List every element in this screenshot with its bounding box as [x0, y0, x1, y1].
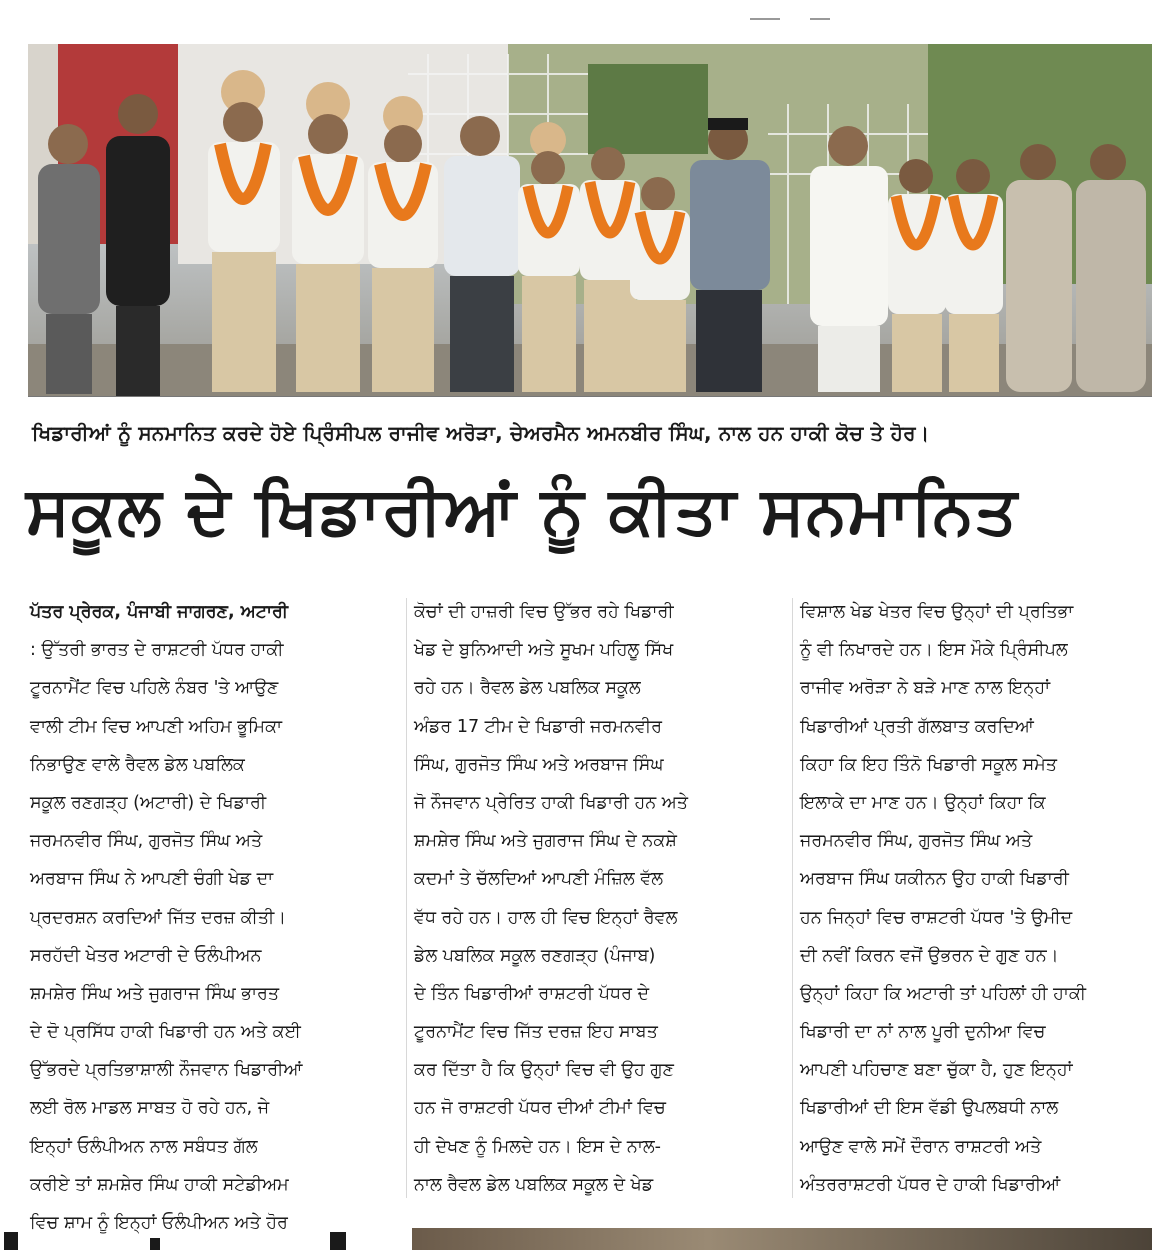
body-line: ਨਿਭਾਉਣ ਵਾਲੇ ਰੈਵਲ ਡੇਲ ਪਬਲਿਕ — [30, 754, 245, 775]
body-line: ਵਿਸ਼ਾਲ ਖੇਡ ਖੇਤਰ ਵਿਚ ਉਨ੍ਹਾਂ ਦੀ ਪ੍ਰਤਿਭਾ — [800, 602, 1074, 622]
body-line: ਟੂਰਨਾਮੈਂਟ ਵਿਚ ਜਿੱਤ ਦਰਜ਼ ਇਹ ਸਾਬਤ — [414, 1022, 658, 1043]
news-photo — [28, 44, 1152, 397]
body-line: ਦੇ ਤਿੰਨ ਖਿਡਾਰੀਆਂ ਰਾਸ਼ਟਰੀ ਪੱਧਰ ਦੇ — [414, 983, 650, 1004]
article-column-1 — [30, 593, 382, 1233]
body-line: ਕਰ ਦਿੱਤਾ ਹੈ ਕਿ ਉਨ੍ਹਾਂ ਵਿਚ ਵੀ ਉਹ ਗੁਣ — [414, 1060, 674, 1081]
body-line: ਡੇਲ ਪਬਲਿਕ ਸਕੂਲ ਰਣਗੜ੍ਹ (ਪੰਜਾਬ) — [414, 945, 656, 966]
body-line: ਵਿਚ ਸ਼ਾਮ ਨੂੰ ਇਨ੍ਹਾਂ ਓਲੰਪੀਅਨ ਅਤੇ ਹੋਰ — [30, 1213, 288, 1233]
byline: ਪੱਤਰ ਪ੍ਰੇਰਕ, ਪੰਜਾਬੀ ਜਾਗਰਣ, ਅਟਾਰੀ — [30, 602, 289, 622]
photo-caption: ਖਿਡਾਰੀਆਂ ਨੂੰ ਸਨਮਾਨਿਤ ਕਰਦੇ ਹੋਏ ਪ੍ਰਿੰਸੀਪਲ ਰਾਜੀਵ ਅਰੋੜਾ, ਚੇਅਰਮੈਨ ਅਮਨਬੀਰ ਸਿੰਘ, ਨਾਲ ਹਨ ਹਾਕੀ ਕੋਚ ਤੇ ਹੋਰ। — [32, 421, 930, 445]
body-line: ਹਨ ਜੋ ਰਾਸ਼ਟਰੀ ਪੱਧਰ ਦੀਆਂ ਟੀਮਾਂ ਵਿਚ — [414, 1098, 666, 1119]
body-line: ਆਪਣੀ ਪਹਿਚਾਣ ਬਣਾ ਚੁੱਕਾ ਹੈ, ਹੁਣ ਇਨ੍ਹਾਂ — [800, 1060, 1073, 1081]
body-line: ਰਹੇ ਹਨ। ਰੈਵਲ ਡੇਲ ਪਬਲਿਕ ਸਕੂਲ — [414, 678, 641, 699]
body-line: ਇਲਾਕੇ ਦਾ ਮਾਣ ਹਨ। ਉਨ੍ਹਾਂ ਕਿਹਾ ਕਿ — [800, 792, 1046, 813]
body-line: ਹੀ ਦੇਖਣ ਨੂੰ ਮਿਲਦੇ ਹਨ। ਇਸ ਦੇ ਨਾਲ- — [414, 1136, 661, 1157]
body-line: ਕਰੀਏ ਤਾਂ ਸ਼ਮਸ਼ੇਰ ਸਿੰਘ ਹਾਕੀ ਸਟੇਡੀਅਮ — [30, 1174, 289, 1195]
body-line: ਹਨ ਜਿਨ੍ਹਾਂ ਵਿਚ ਰਾਸ਼ਟਰੀ ਪੱਧਰ 'ਤੇ ਉਮੀਦ — [800, 907, 1073, 928]
article-column-2 — [414, 593, 766, 1203]
body-line: ਉੱਭਰਦੇ ਪ੍ਰਤਿਭਾਸ਼ਾਲੀ ਨੌਜਵਾਨ ਖਿਡਾਰੀਆਂ — [30, 1060, 303, 1081]
column-divider — [406, 598, 407, 1198]
body-line: ਸਕੂਲ ਰਣਗੜ੍ਹ (ਅਟਾਰੀ) ਦੇ ਖਿਡਾਰੀ — [30, 792, 267, 813]
body-line: ਖਿਡਾਰੀਆਂ ਦੀ ਇਸ ਵੱਡੀ ਉਪਲਬਧੀ ਨਾਲ — [800, 1098, 1059, 1119]
body-line: ਟੂਰਨਾਮੈਂਟ ਵਿਚ ਪਹਿਲੇ ਨੰਬਰ 'ਤੇ ਆਉਣ — [30, 678, 279, 699]
body-line: ਨਾਲ ਰੈਵਲ ਡੇਲ ਪਬਲਿਕ ਸਕੂਲ ਦੇ ਖੇਡ — [414, 1174, 654, 1195]
photo-icon — [28, 44, 1152, 396]
body-line: ਨੂੰ ਵੀ ਨਿਖਾਰਦੇ ਹਨ। ਇਸ ਮੌਕੇ ਪ੍ਰਿੰਸੀਪਲ — [800, 640, 1068, 661]
body-line: ਕੋਚਾਂ ਦੀ ਹਾਜ਼ਰੀ ਵਿਚ ਉੱਭਰ ਰਹੇ ਖਿਡਾਰੀ — [414, 602, 674, 622]
body-line: ਲਈ ਰੋਲ ਮਾਡਲ ਸਾਬਤ ਹੋ ਰਹੇ ਹਨ, ਜੇ — [30, 1098, 270, 1119]
body-line: ਵਾਲੀ ਟੀਮ ਵਿਚ ਆਪਣੀ ਅਹਿਮ ਭੂਮਿਕਾ — [30, 716, 283, 737]
body-line: ਸਰਹੱਦੀ ਖੇਤਰ ਅਟਾਰੀ ਦੇ ਓਲੰਪੀਅਨ — [30, 945, 262, 966]
body-line: ਸ਼ਮਸ਼ੇਰ ਸਿੰਘ ਅਤੇ ਜੁਗਰਾਜ ਸਿੰਘ ਭਾਰਤ — [30, 983, 280, 1004]
body-line: ਖੇਡ ਦੇ ਬੁਨਿਆਦੀ ਅਤੇ ਸੂਖਮ ਪਹਿਲੂ ਸਿੱਖ — [414, 640, 674, 661]
body-line: ਖਿਡਾਰੀਆਂ ਪ੍ਰਤੀ ਗੱਲਬਾਤ ਕਰਦਿਆਂ — [800, 716, 1034, 737]
body-line: ਜਰਮਨਵੀਰ ਸਿੰਘ, ਗੁਰਜੋਤ ਸਿੰਘ ਅਤੇ — [30, 831, 263, 852]
body-line: : ਉੱਤਰੀ ਭਾਰਤ ਦੇ ਰਾਸ਼ਟਰੀ ਪੱਧਰ ਹਾਕੀ — [30, 640, 284, 661]
body-line: ਦੇ ਦੋ ਪ੍ਰਸਿੱਧ ਹਾਕੀ ਖਿਡਾਰੀ ਹਨ ਅਤੇ ਕਈ — [30, 1022, 301, 1043]
body-line: ਅੰਤਰਰਾਸ਼ਟਰੀ ਪੱਧਰ ਦੇ ਹਾਕੀ ਖਿਡਾਰੀਆਂ — [800, 1174, 1061, 1195]
body-line: ਸ਼ਮਸ਼ੇਰ ਸਿੰਘ ਅਤੇ ਜੁਗਰਾਜ ਸਿੰਘ ਦੇ ਨਕਸ਼ੇ — [414, 831, 677, 852]
body-line: ਉਨ੍ਹਾਂ ਕਿਹਾ ਕਿ ਅਟਾਰੀ ਤਾਂ ਪਹਿਲਾਂ ਹੀ ਹਾਕੀ — [800, 983, 1087, 1004]
body-line: ਕਦਮਾਂ ਤੇ ਚੱਲਦਿਆਂ ਆਪਣੀ ਮੰਜ਼ਿਲ ਵੱਲ — [414, 869, 664, 890]
column-divider — [792, 598, 793, 1198]
next-article-photo-cutoff — [412, 1228, 1152, 1250]
body-line: ਸਿੰਘ, ਗੁਰਜੋਤ ਸਿੰਘ ਅਤੇ ਅਰਬਾਜ ਸਿੰਘ — [414, 754, 664, 775]
top-edge-marks — [740, 12, 860, 22]
next-article-cutoff-headline — [0, 1226, 380, 1250]
body-line: ਦੀ ਨਵੀਂ ਕਿਰਨ ਵਜੋਂ ਉਭਰਨ ਦੇ ਗੁਣ ਹਨ। — [800, 945, 1059, 966]
body-line: ਇਨ੍ਹਾਂ ਓਲੰਪੀਅਨ ਨਾਲ ਸਬੰਧਤ ਗੱਲ — [30, 1136, 258, 1157]
body-line: ਅਰਬਾਜ ਸਿੰਘ ਨੇ ਆਪਣੀ ਚੰਗੀ ਖੇਡ ਦਾ — [30, 869, 274, 890]
article-headline: ਸਕੂਲ ਦੇ ਖਿਡਾਰੀਆਂ ਨੂੰ ਕੀਤਾ ਸਨਮਾਨਿਤ — [26, 472, 1018, 549]
body-line: ਕਿਹਾ ਕਿ ਇਹ ਤਿੰਨੋ ਖਿਡਾਰੀ ਸਕੂਲ ਸਮੇਤ — [800, 754, 1058, 775]
body-line: ਜੋ ਨੌਜਵਾਨ ਪ੍ਰੇਰਿਤ ਹਾਕੀ ਖਿਡਾਰੀ ਹਨ ਅਤੇ — [414, 792, 689, 813]
body-line: ਆਉਣ ਵਾਲੇ ਸਮੇਂ ਦੌਰਾਨ ਰਾਸ਼ਟਰੀ ਅਤੇ — [800, 1136, 1042, 1157]
body-line: ਅੰਡਰ 17 ਟੀਮ ਦੇ ਖਿਡਾਰੀ ਜਰਮਨਵੀਰ — [414, 716, 662, 737]
body-line: ਖਿਡਾਰੀ ਦਾ ਨਾਂ ਨਾਲ ਪੂਰੀ ਦੁਨੀਆ ਵਿਚ — [800, 1022, 1046, 1043]
article-column-3 — [800, 593, 1152, 1203]
body-line: ਅਰਬਾਜ ਸਿੰਘ ਯਕੀਨਨ ਉਹ ਹਾਕੀ ਖਿਡਾਰੀ — [800, 869, 1069, 890]
body-line: ਰਾਜੀਵ ਅਰੋੜਾ ਨੇ ਬੜੇ ਮਾਣ ਨਾਲ ਇਨ੍ਹਾਂ — [800, 678, 1051, 699]
body-line: ਵੱਧ ਰਹੇ ਹਨ। ਹਾਲ ਹੀ ਵਿਚ ਇਨ੍ਹਾਂ ਰੈਵਲ — [414, 907, 678, 928]
body-line: ਪ੍ਰਦਰਸ਼ਨ ਕਰਦਿਆਂ ਜਿੱਤ ਦਰਜ਼ ਕੀਤੀ। — [30, 907, 287, 928]
body-line: ਜਰਮਨਵੀਰ ਸਿੰਘ, ਗੁਰਜੋਤ ਸਿੰਘ ਅਤੇ — [800, 831, 1033, 852]
